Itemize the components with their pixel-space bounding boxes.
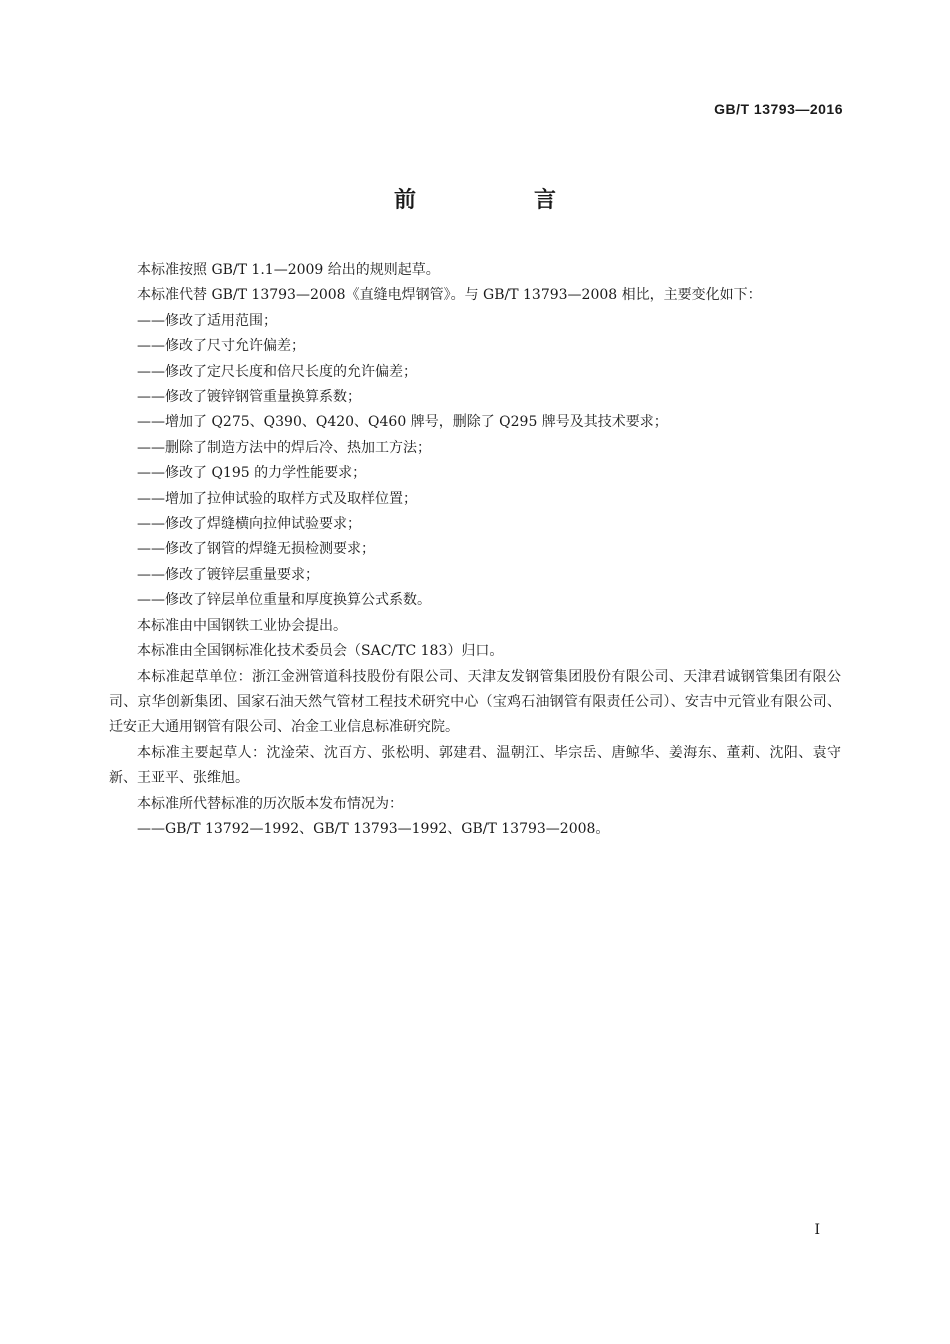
change-item: ——修改了镀锌层重量要求； bbox=[137, 566, 319, 583]
change-item: ——修改了镀锌钢管重量换算系数； bbox=[137, 389, 361, 406]
change-item: ——修改了定尺长度和倍尺长度的允许偏差； bbox=[137, 363, 417, 380]
paragraph: 本标准由中国钢铁工业协会提出。 bbox=[137, 617, 347, 634]
drafting-units-paragraph: 本标准起草单位：浙江金洲管道科技股份有限公司、天津友发钢管集团股份有限公司、天津君诚钢管集团有限公司、京华创新集团、国家石油天然气管材工程技术研究中心（宝鸡石油钢管有限责任公司）、安吉中元管业有限公司、迁安正大通用钢管有限公司、冶金工业信息标准研究院。 bbox=[109, 668, 841, 736]
paragraph: 本标准由全国钢标准化技术委员会（SAC/TC 183）归口。 bbox=[137, 643, 504, 660]
drafters-paragraph: 本标准主要起草人：沈淦荣、沈百方、张松明、郭建君、温朝江、毕宗岳、唐鲸华、姜海东、董莉、沈阳、袁守新、王亚平、张维旭。 bbox=[109, 744, 841, 787]
change-item: ——删除了制造方法中的焊后冷、热加工方法； bbox=[137, 439, 431, 456]
change-item: ——修改了适用范围； bbox=[137, 312, 277, 329]
paragraph: 本标准所代替标准的历次版本发布情况为： bbox=[137, 795, 403, 812]
page-title: 前 言 bbox=[393, 188, 604, 213]
page-number: I bbox=[814, 1222, 820, 1238]
change-item: ——增加了拉伸试验的取样方式及取样位置； bbox=[137, 490, 417, 507]
change-item: ——修改了焊缝横向拉伸试验要求； bbox=[137, 516, 361, 533]
standard-code: GB/T 13793—2016 bbox=[714, 101, 843, 117]
change-item: ——修改了锌层单位重量和厚度换算公式系数。 bbox=[137, 592, 431, 609]
change-item: ——增加了 Q275、Q390、Q420、Q460 牌号，删除了 Q295 牌号及其技术要求； bbox=[137, 414, 668, 431]
change-item: ——修改了钢管的焊缝无损检测要求； bbox=[137, 541, 375, 558]
history-item: ——GB/T 13792—1992、GB/T 13793—1992、GB/T 13793—2008。 bbox=[137, 820, 610, 837]
foreword-body bbox=[109, 258, 841, 842]
change-item: ——修改了尺寸允许偏差； bbox=[137, 338, 305, 355]
paragraph: 本标准代替 GB/T 13793—2008《直缝电焊钢管》。与 GB/T 13793—2008 相比，主要变化如下： bbox=[137, 287, 762, 304]
change-item: ——修改了 Q195 的力学性能要求； bbox=[137, 465, 367, 482]
paragraph: 本标准按照 GB/T 1.1—2009 给出的规则起草。 bbox=[137, 262, 440, 278]
